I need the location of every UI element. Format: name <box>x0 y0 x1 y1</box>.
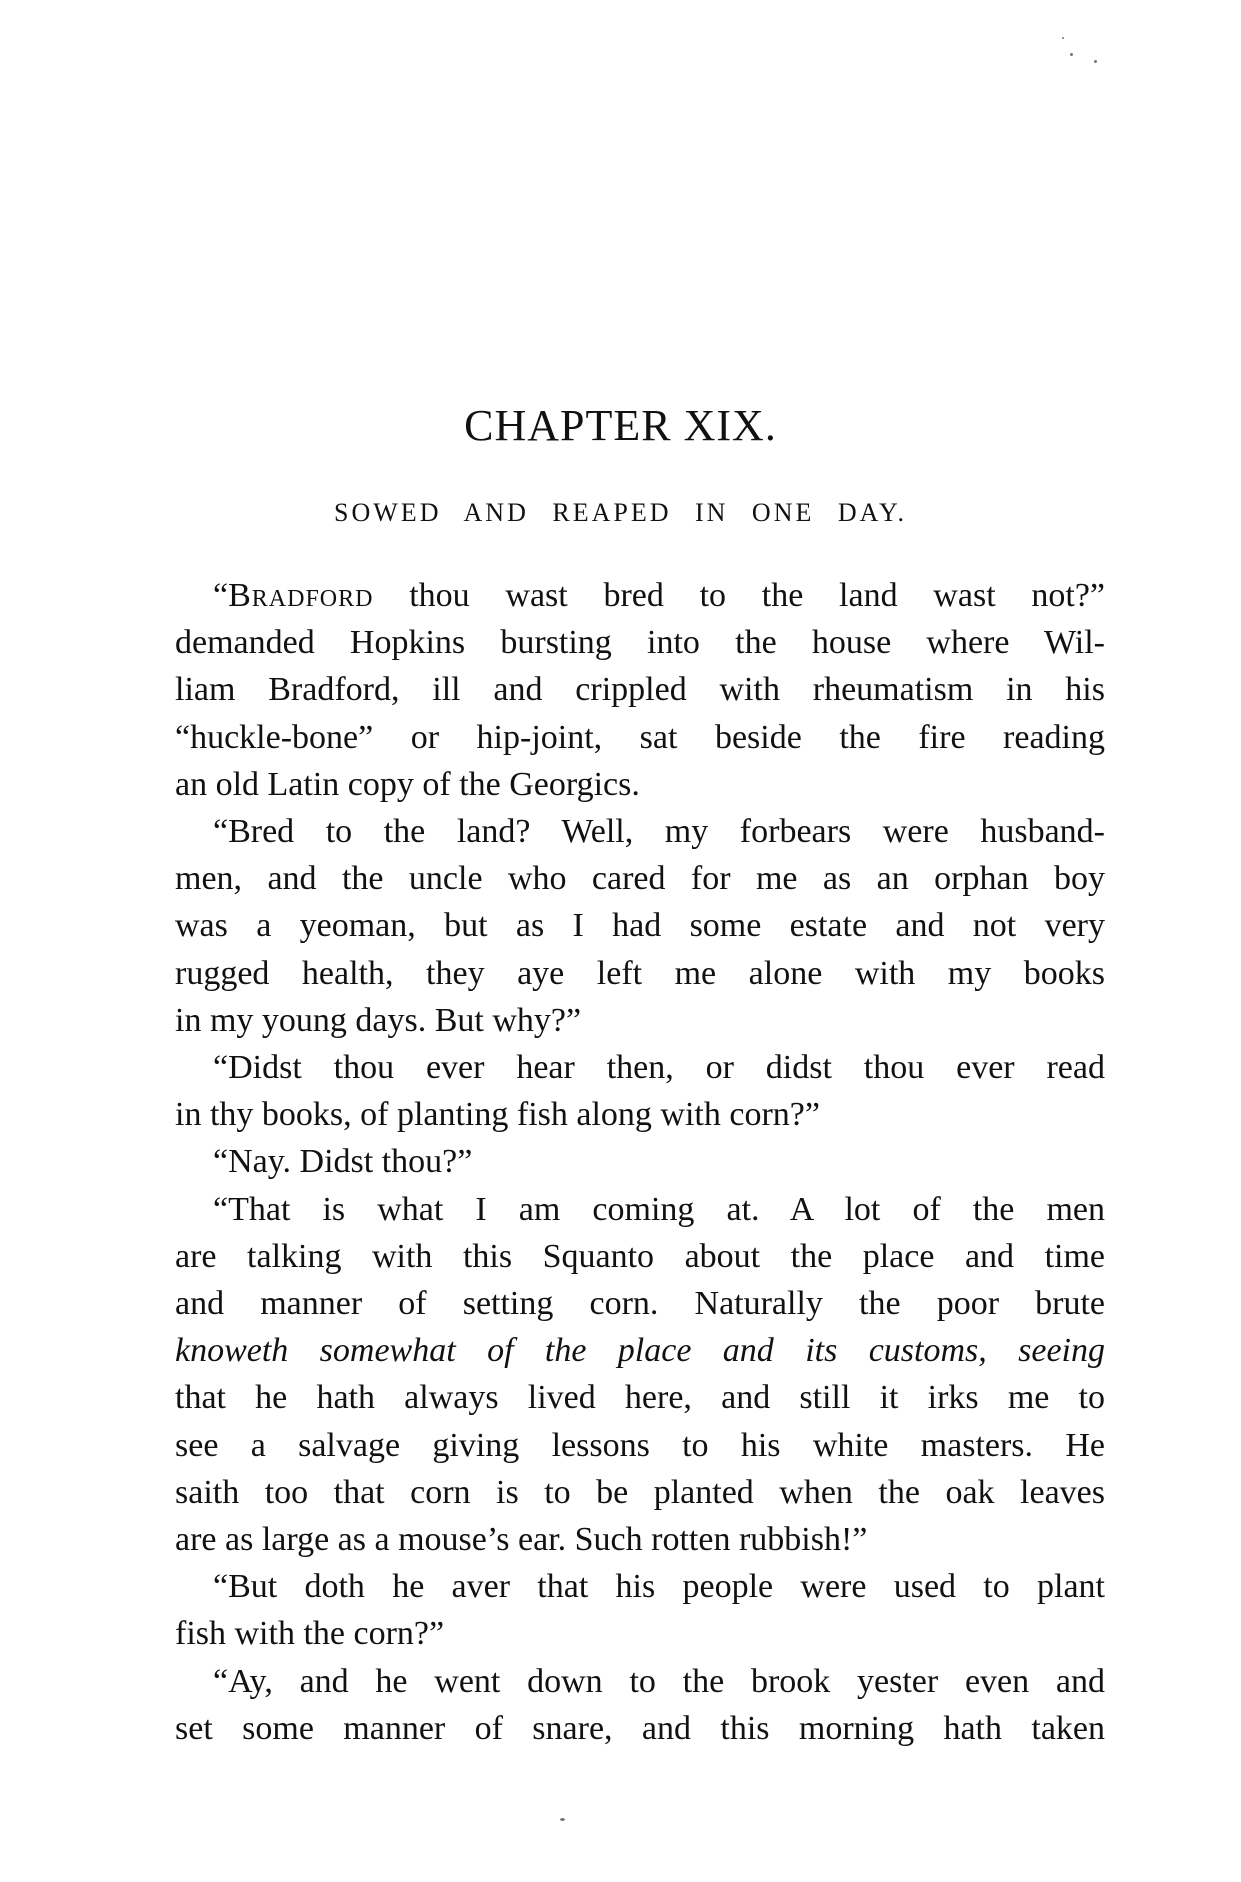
text-line: “That is what I am coming at. A lot of the men <box>213 1190 1105 1228</box>
paragraph <box>175 808 1105 1044</box>
text-line: was a yeoman, but as I had some estate and not very <box>175 907 1105 945</box>
text-line: that he hath always lived here, and still it irks me to <box>175 1379 1105 1417</box>
text-line: demanded Hopkins bursting into the house where Wil- <box>175 624 1105 662</box>
smallcaps-word: Bradford <box>228 577 374 614</box>
text-line: “Didst thou ever hear then, or didst thou ever read <box>213 1049 1105 1087</box>
text-line: in thy books, of planting fish along with corn?” <box>175 1096 820 1134</box>
text-line: are talking with this Squanto about the place and time <box>175 1237 1105 1275</box>
text-line: “Ay, and he went down to the brook yester even and <box>213 1662 1105 1700</box>
paragraph <box>175 1563 1105 1657</box>
paper-speck <box>560 1818 565 1821</box>
paper-speck <box>1062 37 1064 39</box>
paragraph <box>175 1658 1105 1752</box>
text-line: and manner of setting corn. Naturally the poor brute <box>175 1285 1105 1323</box>
line-rest: thou wast bred to the land wast not?” <box>373 577 1105 614</box>
paragraph <box>175 1186 1105 1564</box>
paper-speck <box>1070 53 1073 56</box>
text-line: “Nay. Didst thou?” <box>213 1143 473 1181</box>
text-line: “huckle-bone” or hip-joint, sat beside the fire reading <box>175 718 1105 756</box>
chapter-body <box>175 572 1105 1752</box>
text-line: knoweth somewhat of the place and its customs, seeing <box>175 1332 1105 1370</box>
text-line: set some manner of snare, and this morning hath taken <box>175 1709 1105 1747</box>
paragraph <box>175 1138 1105 1185</box>
opening-quote: “ <box>213 577 229 614</box>
text-line: an old Latin copy of the Georgics. <box>175 765 640 803</box>
text-line: in my young days. But why?” <box>175 1001 582 1039</box>
text-line <box>175 572 1105 619</box>
text-line: are as large as a mouse’s ear. Such rotten rubbish!” <box>175 1521 868 1559</box>
text-line: men, and the uncle who cared for me as an orphan boy <box>175 860 1105 898</box>
chapter-subtitle: SOWED AND REAPED IN ONE DAY. <box>334 498 907 527</box>
paragraph <box>175 572 1105 808</box>
text-line: fish with the corn?” <box>175 1615 445 1653</box>
text-line: see a salvage giving lessons to his white masters. He <box>175 1426 1105 1464</box>
text-line: rugged health, they aye left me alone with my books <box>175 954 1105 992</box>
text-line: liam Bradford, ill and crippled with rheumatism in his <box>175 671 1105 709</box>
text-line: “Bred to the land? Well, my forbears were husband- <box>213 813 1105 851</box>
text-line: saith too that corn is to be planted when the oak leaves <box>175 1473 1105 1511</box>
paragraph <box>175 1044 1105 1138</box>
chapter-title: CHAPTER XIX. <box>464 401 777 450</box>
paper-speck <box>1094 60 1097 63</box>
text-line: “But doth he aver that his people were used to plant <box>213 1568 1105 1606</box>
